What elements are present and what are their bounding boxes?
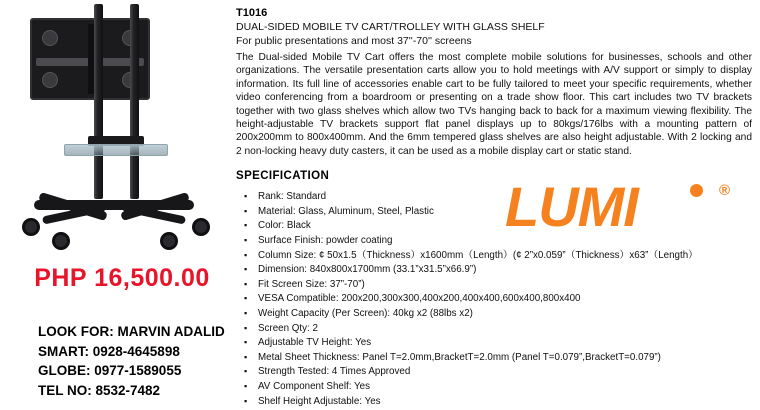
cart-column-left: [94, 4, 103, 199]
lumi-word-last-letter: I: [623, 175, 638, 238]
bracket-hole-icon: [42, 30, 58, 46]
model-code: T1016: [236, 7, 268, 19]
caster-wheel-icon: [160, 232, 178, 250]
spec-item: ▪ VESA Compatible: 200x200,300x300,400x200,400x400,600x400,800x400: [236, 292, 754, 307]
spec-item: ▪ Surface Finish: powder coating: [236, 234, 754, 249]
spec-item: ▪ Dimension: 840x800x1700mm (33.1”x31.5”x66.9”): [236, 263, 754, 278]
spec-item: ▪ Column Size: ¢ 50x1.5（Thickness）x1600mm（Length）(¢ 2”x0.059”（Thickness）x63”（Length）: [236, 249, 754, 264]
spec-item: ▪ Material: Glass, Aluminum, Steel, Plastic: [236, 205, 754, 220]
product-subtitle: For public presentations and most 37''-70'' screens: [236, 35, 472, 47]
contact-line-smart: SMART: 0928-4645898: [38, 343, 180, 359]
price-label: PHP 16,500.00: [34, 264, 210, 292]
specification-heading: SPECIFICATION: [236, 170, 330, 183]
registered-trademark-icon: ®: [719, 182, 731, 199]
spec-item: ▪ Screen Qty: 2: [236, 322, 754, 337]
product-title: DUAL-SIDED MOBILE TV CART/TROLLEY WITH GLASS SHELF: [236, 21, 545, 33]
spec-item: ▪ Adjustable TV Height: Yes: [236, 336, 754, 351]
caster-wheel-icon: [22, 218, 40, 236]
spec-item: ▪ Strength Tested: 4 Times Approved: [236, 365, 754, 380]
spec-item: ▪ Color: Black: [236, 219, 754, 234]
left-column: [0, 0, 232, 410]
bracket-hole-icon: [42, 72, 58, 88]
lumi-word-text: LUM: [505, 175, 624, 238]
cart-base-bar: [34, 200, 194, 210]
contact-line-seller: LOOK FOR: MARVIN ADALID: [38, 324, 225, 339]
right-column: [236, 6, 754, 409]
spec-item: ▪ Fit Screen Size: 37”-70”): [236, 278, 754, 293]
spec-item: ▪ Rank: Standard: [236, 190, 754, 205]
spec-item: ▪ Weight Capacity (Per Screen): 40kg x2 (88lbs x2): [236, 307, 754, 322]
product-description: The Dual-sided Mobile TV Cart offers the most complete mobile solutions for businesses, schools and other organizations. The versatile presentation carts allow you to hold meetings with A/V support or simply to display information. Its full line of accessories enable cart to be fully tailored to meet your specific requirements, whether video conferencing from a boardroom or presenting on a trade show floor. This cart includes two TV brackets together with two glass shelves which allow two TVs hanging back to back for a maximum viewing flexibility. The height-adjustable TV brackets support flat panel displays up to 80kgs/176lbs with a mounting pattern of 200x200mm to 800x400mm. And the 6mm tempered glass shelves are also height adjustable. With 2 locking and 2 non-locking heavy duty casters, it can be used as a mobile display cart or static stand.: [236, 52, 752, 157]
contact-line-globe: GLOBE: 0977-1589055: [38, 363, 182, 378]
spec-item: ▪ Metal Sheet Thickness: Panel T=2.0mm,BracketT=2.0mm (Panel T=0.079”,BracketT=0.079”): [236, 351, 754, 366]
spec-item: ▪ AV Component Shelf: Yes: [236, 380, 754, 395]
caster-wheel-icon: [192, 218, 210, 236]
glass-shelf: [64, 144, 168, 156]
contact-block: [38, 322, 238, 400]
product-photo-tv-cart: [8, 4, 226, 262]
spec-item: ▪ Shelf Height Adjustable: Yes: [236, 395, 754, 410]
contact-line-tel: TEL NO: 8532-7482: [38, 382, 161, 398]
cart-column-right: [130, 4, 139, 199]
specification-list: [236, 190, 754, 409]
caster-wheel-icon: [52, 232, 70, 250]
